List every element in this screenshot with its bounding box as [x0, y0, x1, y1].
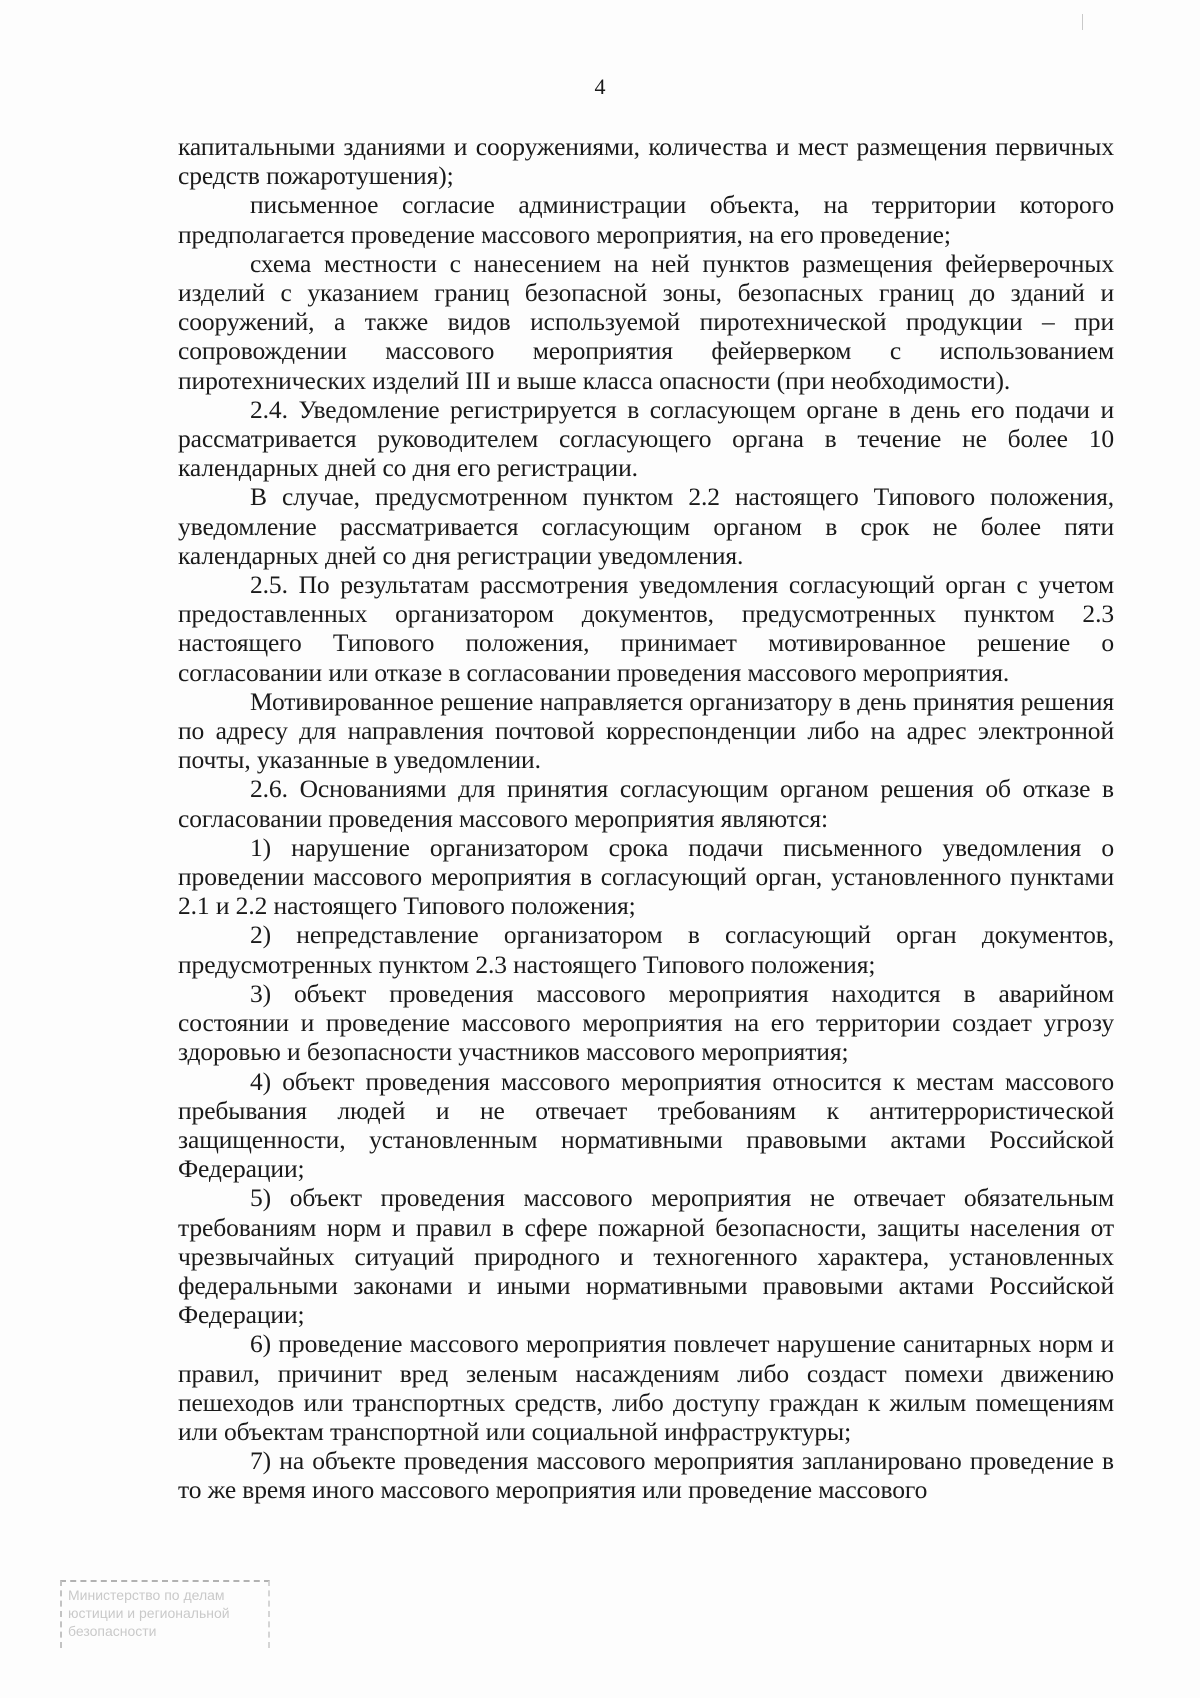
paragraph-2-5: 2.5. По результатам рассмотрения уведомления согласующий орган с учетом предоставленных организатором документов, предусмотренных пунктом 2.3 настоящего Типового положения, принимает мотивированное решение о согласовании или отказе в согласовании проведения массового мероприятия.: [178, 570, 1114, 687]
stamp-line: юстиции и региональной: [68, 1605, 230, 1621]
paragraph-written-consent: письменное согласие администрации объекта, на территории которого предполагается проведение массового мероприятия, на его проведение;: [178, 190, 1114, 249]
list-item-5: 5) объект проведения массового мероприятия не отвечает обязательным требованиям норм и правил в сфере пожарной безопасности, защиты населения от чрезвычайных ситуаций природного и техногенного характера, установленных федеральными законами и иными нормативными правовыми актами Российской Федерации;: [178, 1183, 1114, 1330]
paragraph-2-4: 2.4. Уведомление регистрируется в согласующем органе в день его подачи и рассматривается руководителем согласующего органа в течение не более 10 календарных дней со дня его регистрации.: [178, 394, 1114, 483]
registration-stamp: [60, 1580, 270, 1648]
list-item-7: 7) на объекте проведения массового мероприятия запланировано проведение в то же время иного массового мероприятия или проведение массового: [178, 1446, 1114, 1505]
document-body: [178, 132, 1114, 1505]
paragraph-continuation: капитальными зданиями и сооружениями, количества и мест размещения первичных средств пожаротушения);: [178, 132, 1114, 191]
list-item-3: 3) объект проведения массового мероприятия находится в аварийном состоянии и проведение массового мероприятия на его территории создает угрозу здоровью и безопасности участников массового мероприятия;: [178, 978, 1114, 1067]
stamp-line: безопасности: [68, 1623, 157, 1639]
list-item-4: 4) объект проведения массового мероприятия относится к местам массового пребывания людей и не отвечает требованиям к антитеррористической защищенности, установленным нормативными правовыми актами Российской Федерации;: [178, 1066, 1114, 1184]
stamp-line: Министерство по делам: [68, 1587, 225, 1603]
paragraph-2-6: 2.6. Основаниями для принятия согласующим органом решения об отказе в согласовании проведения массового мероприятия являются:: [178, 774, 1114, 833]
paragraph-2-5-decision: Мотивированное решение направляется организатору в день принятия решения по адресу для направления почтовой корреспонденции либо на адрес электронной почты, указанные в уведомлении.: [178, 686, 1114, 775]
list-item-6: 6) проведение массового мероприятия повлечет нарушение санитарных норм и правил, причинит вред зеленым насаждениям либо создаст помехи движению пешеходов или транспортных средств, либо доступу граждан к жилым помещениям или объектам транспортной или социальной инфраструктуры;: [178, 1329, 1114, 1446]
scan-margin-mark: [1082, 14, 1083, 30]
list-item-1: 1) нарушение организатором срока подачи письменного уведомления о проведении массового мероприятия в согласующий орган, установленного пунктами 2.1 и 2.2 настоящего Типового положения;: [178, 832, 1114, 921]
paragraph-area-scheme: схема местности с нанесением на ней пунктов размещения фейерверочных изделий с указанием границ безопасной зоны, безопасных границ до зданий и сооружений, а также видов используемой пиротехнической продукции – при сопровождении массового мероприятия фейерверком с использованием пиротехнических изделий III и выше класса опасности (при необходимости).: [178, 248, 1114, 395]
list-item-2: 2) непредставление организатором в согласующий орган документов, предусмотренных пунктом 2.3 настоящего Типового положения;: [178, 920, 1114, 979]
page-number: 4: [594, 74, 606, 99]
paragraph-2-4-case: В случае, предусмотренном пунктом 2.2 настоящего Типового положения, уведомление рассматривается согласующим органом в срок не более пяти календарных дней со дня регистрации уведомления.: [178, 482, 1114, 570]
